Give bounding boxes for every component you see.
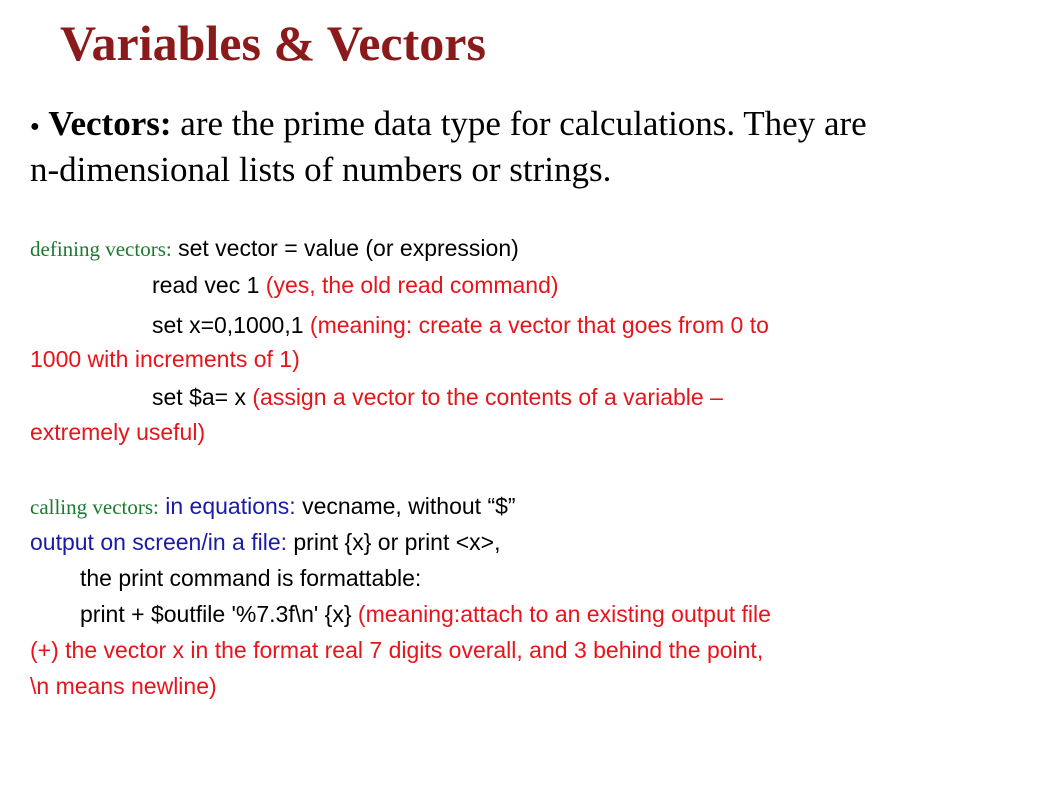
bullet-term: Vectors:	[48, 104, 172, 143]
calling-line-4	[80, 600, 771, 628]
bullet-line-1	[30, 104, 867, 147]
defining-cmd-1: set vector = value (or expression)	[171, 235, 519, 261]
calling-line-5: (+) the vector x in the format real 7 digits overall, and 3 behind the point,	[30, 637, 764, 663]
defining-cmd-5: set $a= x	[152, 384, 246, 410]
bullet-text-1: are the prime data type for calculations. They are	[171, 104, 867, 143]
defining-line-1	[30, 234, 519, 263]
defining-label: defining vectors:	[30, 237, 172, 261]
calling-line-3: the print command is formattable:	[80, 565, 422, 591]
defining-note-2: (yes, the old read command)	[259, 272, 559, 298]
bullet-marker: ●	[30, 117, 40, 135]
calling-label: calling vectors:	[30, 495, 159, 519]
calling-note-4: (meaning:attach to an existing output file	[351, 601, 771, 627]
defining-note-5: (assign a vector to the contents of a variable –	[245, 384, 723, 410]
defining-line-2	[152, 271, 559, 299]
defining-line-6: extremely useful)	[30, 419, 206, 445]
defining-cmd-2: read vec 1	[152, 272, 260, 298]
defining-line-5	[152, 383, 723, 411]
defining-line-4: 1000 with increments of 1)	[30, 346, 300, 372]
calling-line-1	[30, 492, 516, 521]
bullet-line-2: n-dimensional lists of numbers or strings.	[30, 150, 612, 189]
calling-blue-2: output on screen/in a file:	[30, 529, 287, 555]
calling-black-1: vecname, without “$”	[295, 493, 516, 519]
calling-cmd-4: print + $outfile '%7.3f\n' {x}	[80, 601, 352, 627]
calling-blue-1: in equations:	[158, 493, 296, 519]
defining-line-3	[152, 311, 769, 339]
calling-black-2: print {x} or print <x>,	[287, 529, 501, 555]
defining-note-3: (meaning: create a vector that goes from 0 to	[303, 312, 769, 338]
defining-cmd-3: set x=0,1000,1	[152, 312, 304, 338]
calling-line-2	[30, 528, 501, 556]
calling-line-6: \n means newline)	[30, 673, 217, 699]
slide-title: Variables & Vectors	[60, 15, 486, 71]
